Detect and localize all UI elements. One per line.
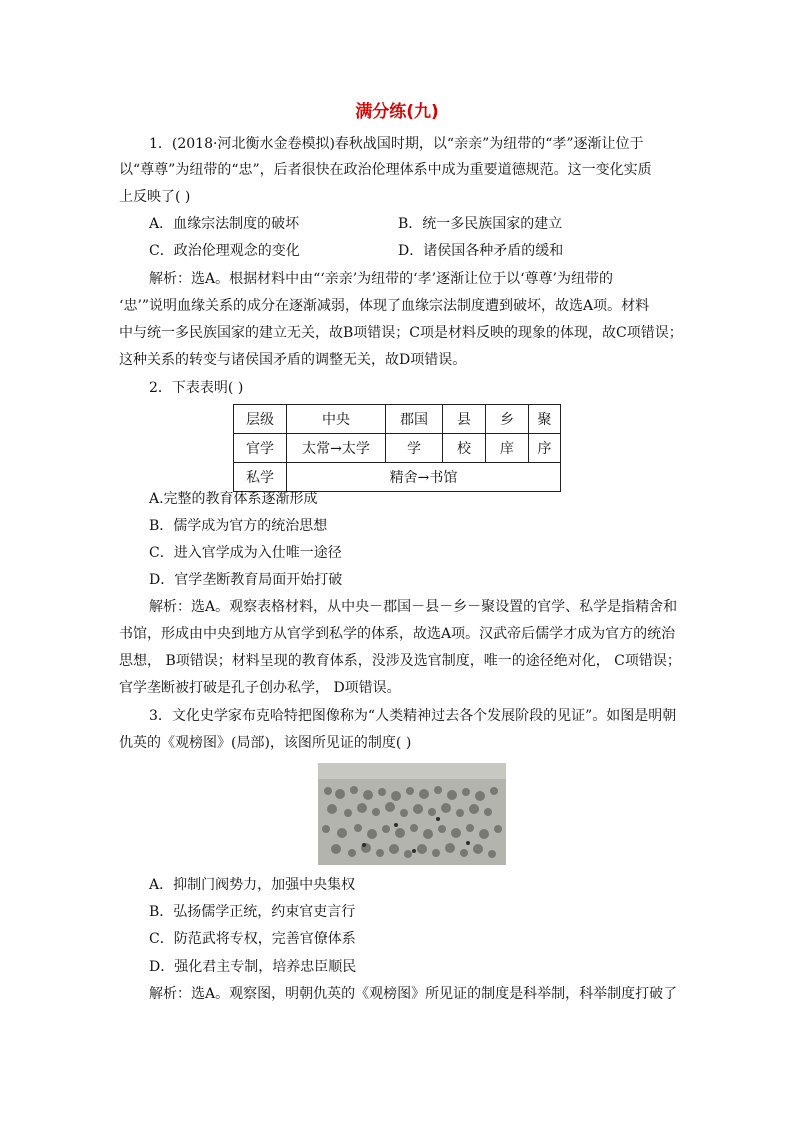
- education-table: [233, 404, 561, 492]
- q1-option-a: A．血缘宗法制度的破坏: [149, 216, 300, 232]
- q2-analysis-line-3: 思想， B项错误；材料呈现的教育体系，没涉及选官制度，唯一的途径绝对化， C项错误；: [119, 653, 681, 669]
- crowd-scene-illustration: [318, 763, 506, 865]
- table-cell: 校: [443, 434, 486, 463]
- q3-analysis-line-1: 解析：选A。观察图，明朝仇英的《观榜图》所见证的制度是科举制，科举制度打破了: [149, 986, 678, 1002]
- q3-stem-line-2: 仇英的《观榜图》(局部)，该图所见证的制度( ): [119, 735, 412, 751]
- q2-option-a: A.完整的教育体系逐渐形成: [149, 491, 318, 507]
- guanbang-painting-image: [318, 763, 506, 865]
- table-cell: 层级: [234, 405, 287, 434]
- table-row: [234, 434, 561, 463]
- q1-analysis-line-2: ‘忠’”说明血缘关系的成分在逐渐减弱，体现了血缘宗法制度遭到破坏，故选A项。材料: [119, 298, 650, 314]
- q3-option-b: B．弘扬儒学正统，约束官吏言行: [149, 904, 356, 920]
- table-cell: 聚: [529, 405, 561, 434]
- q1-analysis-line-1: 解析：选A。根据材料中由“‘亲亲’为纽带的‘孝’逐渐让位于以‘尊尊’为纽带的: [149, 271, 613, 287]
- q1-stem-line-2: 以“尊尊”为纽带的“忠”，后者很快在政治伦理体系中成为重要道德规范。这一变化实质: [119, 162, 652, 178]
- q1-stem-line-3: 上反映了( ): [119, 189, 191, 205]
- q3-option-c: C．防范武将专权，完善官僚体系: [149, 931, 356, 947]
- q2-option-d: D．官学垄断教育局面开始打破: [149, 572, 343, 588]
- table-row: [234, 405, 561, 434]
- q2-option-c: C．进入官学成为入仕唯一途径: [149, 545, 342, 561]
- table-cell: 县: [443, 405, 486, 434]
- table-cell: 私学: [234, 463, 287, 492]
- table-cell: 乡: [486, 405, 529, 434]
- q3-stem-line-1: 3．文化史学家布克哈特把图像称为“人类精神过去各个发展阶段的见证”。如图是明朝: [149, 708, 677, 724]
- q3-option-a: A．抑制门阀势力，加强中央集权: [149, 877, 356, 893]
- q1-option-c: C．政治伦理观念的变化: [149, 243, 300, 259]
- q2-analysis-line-2: 书馆，形成由中央到地方从官学到私学的体系，故选A项。汉武帝后儒学才成为官方的统治: [119, 626, 676, 642]
- q1-option-b: B．统一多民族国家的建立: [398, 216, 563, 232]
- table-cell: 庠: [486, 434, 529, 463]
- q2-stem: 2．下表表明( ): [149, 380, 244, 396]
- q1-analysis-line-3: 中与统一多民族国家的建立无关，故B项错误；C项是材料反映的现象的体现，故C项错误；: [119, 325, 683, 341]
- q2-option-b: B．儒学成为官方的统治思想: [149, 518, 328, 534]
- q2-analysis-line-1: 解析：选A。观察表格材料，从中央－郡国－县－乡－聚设置的官学、私学是指精舍和: [149, 599, 678, 615]
- page-title: 满分练(九): [355, 102, 439, 122]
- table-cell: 序: [529, 434, 561, 463]
- q1-option-d: D．诸侯国各种矛盾的缓和: [398, 243, 564, 259]
- q3-option-d: D．强化君主专制，培养忠臣顺民: [149, 959, 357, 975]
- q1-analysis-line-4: 这种关系的转变与诸侯国矛盾的调整无关，故D项错误。: [119, 352, 467, 368]
- table-cell: 太常→太学: [287, 434, 386, 463]
- table-cell: 学: [386, 434, 443, 463]
- table-cell: 官学: [234, 434, 287, 463]
- q1-stem-line-1: 1．(2018·河北衡水金卷模拟)春秋战国时期，以“亲亲”为纽带的“孝”逐渐让位于: [149, 136, 644, 152]
- table-row: [234, 463, 561, 492]
- table-cell: 郡国: [386, 405, 443, 434]
- table-cell: 精舍→书馆: [287, 463, 561, 492]
- table-cell: 中央: [287, 405, 386, 434]
- q2-analysis-line-4: 官学垄断被打破是孔子创办私学， D项错误。: [119, 680, 401, 696]
